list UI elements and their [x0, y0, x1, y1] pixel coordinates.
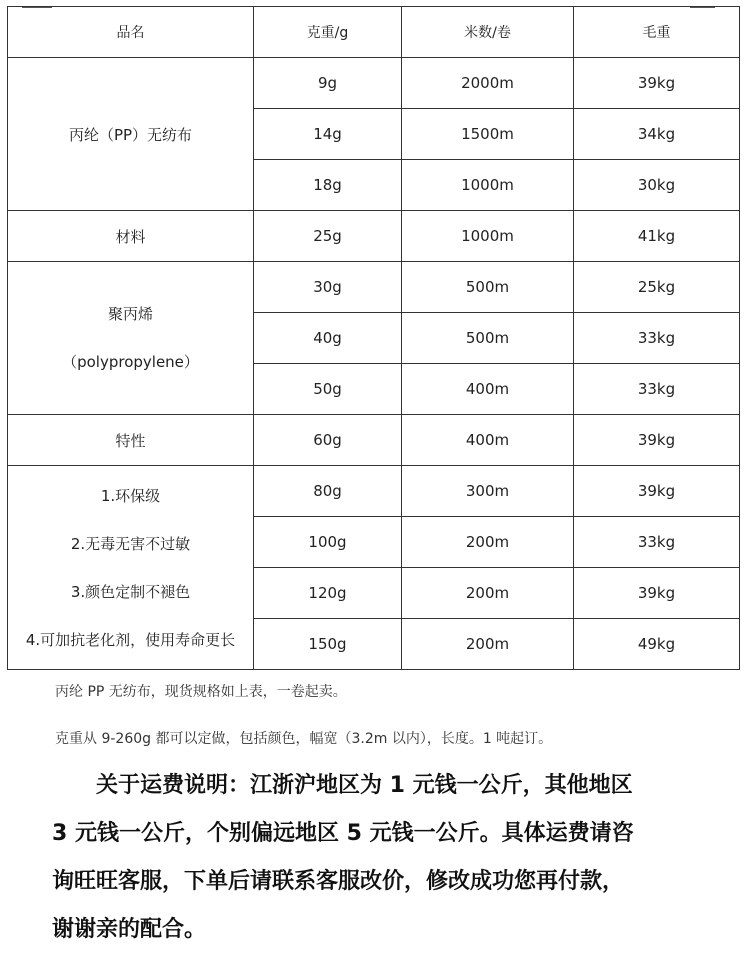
table-row	[8, 466, 740, 517]
cell-weight: 25g	[254, 211, 402, 262]
cell-weight: 120g	[254, 568, 402, 619]
table-row	[8, 415, 740, 466]
cell-gross: 33kg	[574, 364, 740, 415]
cell-weight: 9g	[254, 58, 402, 109]
cell-gross: 33kg	[574, 313, 740, 364]
cell-meters: 200m	[402, 619, 574, 670]
cell-gross: 41kg	[574, 211, 740, 262]
cell-meters: 2000m	[402, 58, 574, 109]
header-product-name: 品名	[8, 7, 254, 58]
cell-weight: 150g	[254, 619, 402, 670]
cell-meters: 1000m	[402, 211, 574, 262]
cell-weight: 40g	[254, 313, 402, 364]
cell-gross: 39kg	[574, 58, 740, 109]
cell-weight: 100g	[254, 517, 402, 568]
cell-meters: 400m	[402, 364, 574, 415]
cell-meters: 300m	[402, 466, 574, 517]
table-row	[8, 211, 740, 262]
cell-meters: 1500m	[402, 109, 574, 160]
shipping-notice	[52, 762, 732, 954]
cell-gross: 39kg	[574, 466, 740, 517]
cell-gross: 30kg	[574, 160, 740, 211]
cell-weight: 50g	[254, 364, 402, 415]
cell-meters: 400m	[402, 415, 574, 466]
cell-weight: 80g	[254, 466, 402, 517]
cell-weight: 18g	[254, 160, 402, 211]
cell-gross: 33kg	[574, 517, 740, 568]
shipping-line: 询旺旺客服，下单后请联系客服改价，修改成功您再付款，	[52, 869, 625, 894]
group-label-pp-nonwoven: 丙纶（PP）无纺布	[8, 58, 254, 211]
shipping-line: 关于运费说明：江浙沪地区为 1 元钱一公斤，其他地区	[96, 773, 633, 798]
cell-gross: 39kg	[574, 568, 740, 619]
cell-meters: 500m	[402, 262, 574, 313]
cell-gross: 39kg	[574, 415, 740, 466]
table-row	[8, 58, 740, 109]
header-meters-per-roll: 米数/卷	[402, 7, 574, 58]
cell-meters: 1000m	[402, 160, 574, 211]
cell-gross: 34kg	[574, 109, 740, 160]
cell-meters: 500m	[402, 313, 574, 364]
cell-meters: 200m	[402, 517, 574, 568]
cell-weight: 60g	[254, 415, 402, 466]
cell-gross: 49kg	[574, 619, 740, 670]
spec-table	[7, 6, 740, 670]
note-custom-order: 克重从 9-260g 都可以定做，包括颜色，幅宽（3.2m 以内），长度。1 吨起订。	[55, 731, 553, 747]
table-row	[8, 262, 740, 313]
cell-weight: 14g	[254, 109, 402, 160]
header-gross-weight: 毛重	[574, 7, 740, 58]
cell-meters: 200m	[402, 568, 574, 619]
group-label-features: 特性	[8, 415, 254, 466]
shipping-line: 谢谢亲的配合。	[52, 917, 207, 942]
note-stock-info: 丙纶 PP 无纺布，现货规格如上表，一卷起卖。	[55, 684, 347, 700]
cell-gross: 25kg	[574, 262, 740, 313]
group-label-polypropylene: 聚丙烯 （polypropylene）	[8, 262, 254, 415]
cell-weight: 30g	[254, 262, 402, 313]
header-weight: 克重/g	[254, 7, 402, 58]
group-label-material: 材料	[8, 211, 254, 262]
shipping-line: 3 元钱一公斤，个别偏远地区 5 元钱一公斤。具体运费请咨	[52, 821, 634, 846]
table-header-row	[8, 7, 740, 58]
group-label-feature-list: 1.环保级 2.无毒无害不过敏 3.颜色定制不褪色 4.可加抗老化剂，使用寿命更长	[8, 466, 254, 670]
